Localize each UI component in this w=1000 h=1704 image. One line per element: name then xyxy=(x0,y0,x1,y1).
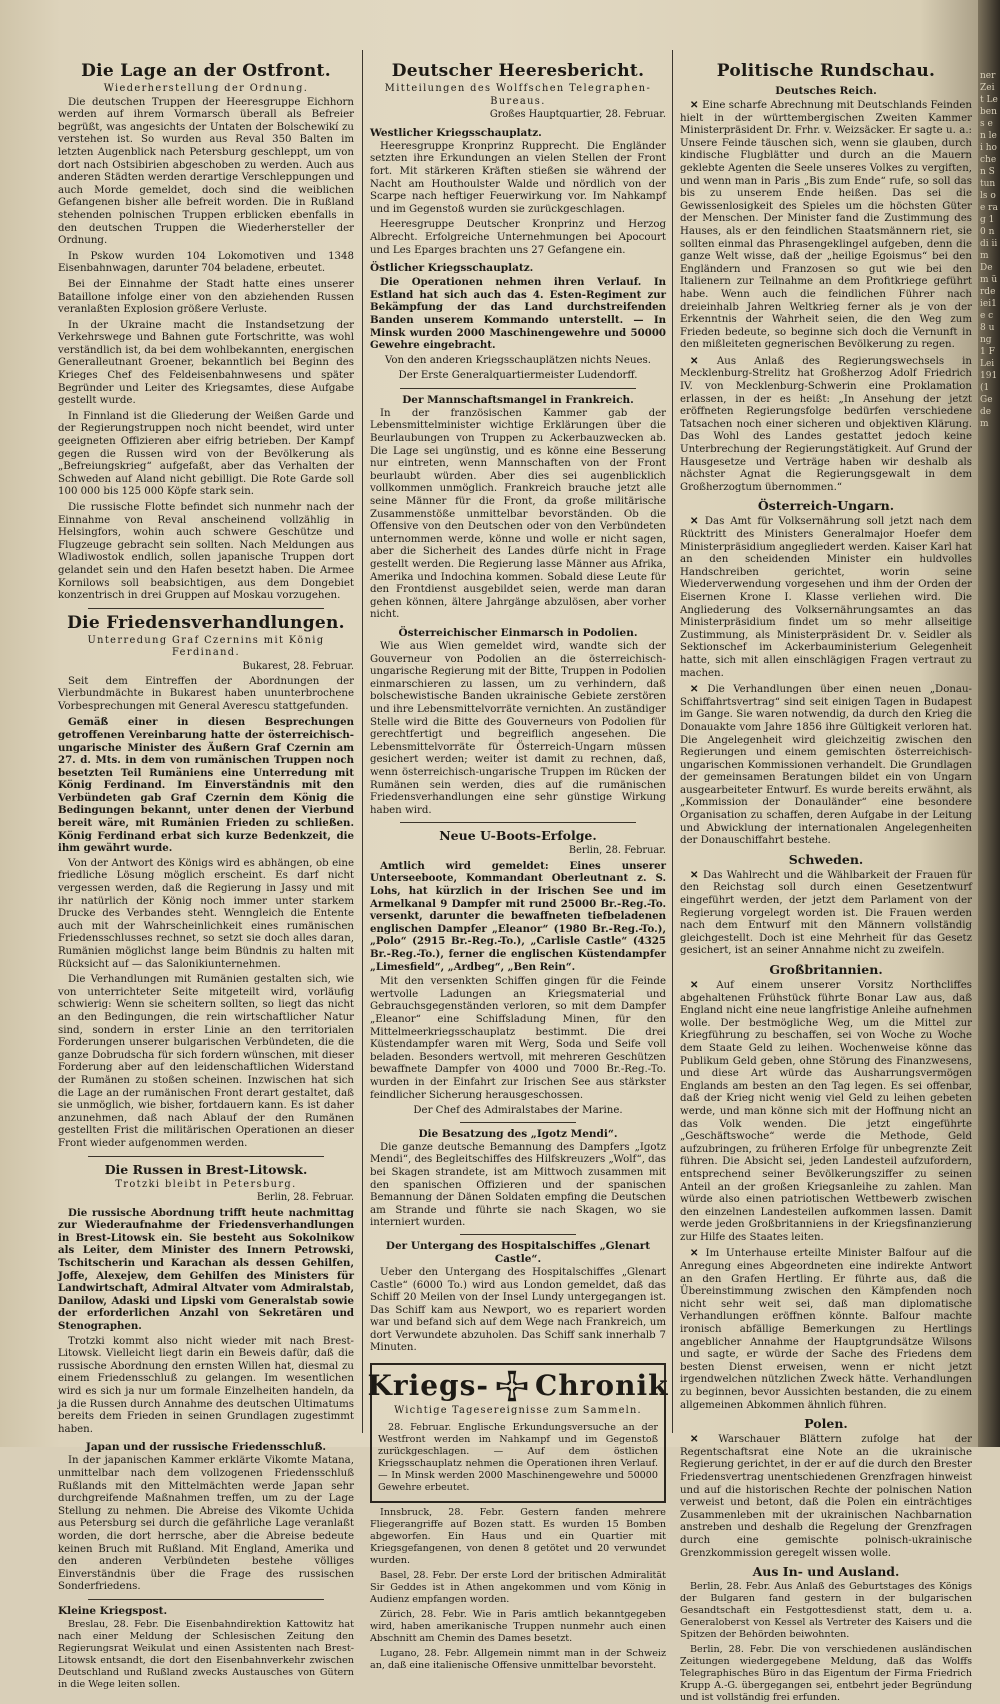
iron-cross-icon xyxy=(495,1369,529,1403)
reich-title: Deutsches Reich. xyxy=(775,85,877,97)
kriegs-chronik-box xyxy=(367,1363,669,1503)
ostfront-paragraph: Die russische Flotte befindet sich nunmehr nach der Einnahme von Reval anscheinend vollzählig in Helsingfors, wohin auch schwere Geschütze und Flugzeuge gebracht sein sollten. Nach Meldungen aus Wladiwostok endlich, sollen japanische Truppen dort gelandet sein und den Hafen besetzt haben. Die Armee Kornilows soll beabsichtigen, aus dem Dongebiet konzentrisch in drei Gruppen auf Moskau vorzugehen. xyxy=(58,502,354,602)
brest-title: Die Russen in Brest-Litowsk. xyxy=(104,1161,308,1177)
igotz-paragraph: Die ganze deutsche Bemannung des Dampfers „Igotz Mendi“, des Begleitschiffes des Hilfskreuzers „Wolf“, das bei Skagen strandete, ist am Mittwoch zusammen mit den spanischen Offizieren und der spanischen Bemannung der Dänen Soldaten empfing die Deutschen am Strande und führte sie nach Skagen, wo sie interniert wurden. xyxy=(370,1141,666,1229)
uboot-title: Neue U-Boots-Erfolge. xyxy=(439,828,597,844)
reich-paragraph: ✕ Eine scharfe Abrechnung mit Deutschlands Feinden hielt in der württembergischen Zweiten Kammer Ministerpräsident Dr. Frhr. v. Weizsäcker. Er sagte u. a.: Unsere Feinde täuschen sich, wenn sie glauben, durch kindische Flugblätter und durch an die Mauern geklebte Agenten die Seele unseres Volkes zu vergiften, und wenn man in Paris „Bis zum Ende“ rufe, so soll das bis zu unserem Ende heißen. Das sei die Gewissenlosigkeit des Spieles um die höchsten Güter der Menschen. Der Minister fand die Zustimmung des Hauses, als er den feindlichen Staatsmännern riet, sie sollten einmal das Phrasengeklingel aufgeben, denn die ganze Welt wisse, daß der „heilige Egoismus“ bei den Engländern und Franzosen so gut wie bei den Italienern zur Teilnahme an dem Profitkriege geführt habe. Wenn auch die feindlichen Führer nach dreieinhalb Jahren Weltkrieg ferner als je von der Erkenntnis der Wahrheit seien, die den Weg zum Frieden bedeute, so beginne sich doch die Vernunft in den mißleiteten gegnerischen Bevölkerung zu regen. xyxy=(680,99,972,352)
heeresbericht-signature: Der Erste Generalquartiermeister Ludendorff. xyxy=(398,370,638,382)
brest-paragraph: Die russische Abordnung trifft heute nachmittag zur Wiederaufnahme der Friedensverhandlungen in Brest-Litowsk ein. Sie besteht aus Sokolnikow als Leiter, dem Minister des Innern Petrowski, Tschitscherin und Karachan als dessen Gehilfen, Joffe, Alexejew, dem Gehilfen des Ministers für Landwirtschaft, Admiral Altvater vom Admiralstab, Danilow, Adaski und Lipski vom Generalstab sowie der erforderlichen Anzahl von Sekretären und Stenographen. xyxy=(58,1206,354,1333)
gb-paragraph: ✕ Im Unterhause erteilte Minister Balfour auf die Anregung eines Abgeordneten eine indirekte Antwort an den Grafen Hertling. Er führte aus, daß die Übereinstimmung zwischen den Kämpfenden noch nicht sehr weit sei, daß man diplomatische Verhandlungen eröffnen könnte. Balfour machte ironisch abfällige Bemerkungen zu Hertlings angeblicher Annahme der Hauptgrundsätze Wilsons und sagte, er würde der Sache des Friedens dem besten Dienst erweisen, wenn er nicht jetzt irgendwelchen nützlichen Zweck hätte. Verhandlungen zu beginnen, bevor Aussichten bestanden, die zu einem allgemeinen Abkommen ähnlich führen. xyxy=(680,1247,972,1412)
next-page-edge-text: ner Zeit Lebens en lei ho chen Stun ls oe rag 10 ndi iim Dem ürde iei1e c8 ung 1 F Lei 191 (1 Ge dem xyxy=(980,71,998,429)
japan-title: Japan und der russische Friedensschluß. xyxy=(85,1441,327,1454)
ost-title: Östlicher Kriegsschauplatz. xyxy=(370,262,534,275)
chronik-item: Lugano, 28. Febr. Allgemein nimmt man in der Schweiz an, daß eine italienische Offensive unmittelbar bevorsteht. xyxy=(370,1647,666,1671)
frieden-paragraph: Gemäß einer in diesen Besprechungen getroffenen Vereinbarung hatte der österreichisch-ungarische Minister des Äußern Graf Czernin am 27. d. Mts. in dem von rumänischen Truppen noch besetzten Teil Rumäniens eine Unterredung mit König Ferdinand. Im Einverständnis mit den Verbündeten gab Graf Czernin dem König die Bedingungen bekannt, unter denen der Vierbund bereit wäre, mit Rumänien Frieden zu schließen. König Ferdinand erbat sich kurze Bedenkzeit, die ihm gewährt wurde. xyxy=(58,716,354,855)
igotz-title: Die Besatzung des „Igotz Mendi“. xyxy=(418,1127,618,1140)
frieden-paragraph: Seit dem Eintreffen der Abordnungen der Vierbundmächte in Bukarest haben ununterbrochene Vorbesprechungen mit General Averescu stattgefunden. xyxy=(58,675,354,712)
ausland-paragraph: Berlin, 28. Febr. Die von verschiedenen ausländischen Zeitungen wiedergegebene Meldung, daß das Wolffs Telegraphisches Büro in das Eigentum der Firma Friedrich Krupp A.-G. übergegangen sei, entbehrt jeder Begründung und ist vollständig frei erfunden. xyxy=(680,1644,972,1704)
kleine-paragraph: Breslau, 28. Febr. Die Eisenbahndirektion Kattowitz hat nach einer Meldung der Schlesischen Zeitung den Regierungsrat Weikulat und einen Assistenten nach Brest-Litowsk entsandt, die dort den Eisenbahnverkehr zwischen Deutschland und Rußland zwecks Austausches von Gütern in die Wege leiten sollen. xyxy=(58,1618,354,1690)
frieden-paragraph: Von der Antwort des Königs wird es abhängen, ob eine friedliche Lösung möglich erscheint. Es darf nicht vergessen werden, daß die Regierung in Jassy und mit ihr natürlich der König noch immer unter starkem Drucke des Verbandes steht. Wenngleich die Entente auch mit der Wahrscheinlichkeit eines rumänischen Friedensschlusses rechnet, so setzt sie doch alles daran, Rumänien möglichst lange beim Bündnis zu halten mit Rücksicht auf — das Salonikiunternehmen. xyxy=(58,857,354,970)
chronik-item: Innsbruck, 28. Febr. Gestern fanden mehrere Fliegerangriffe auf Bozen statt. Es wurden 15 Bomben abgeworfen. Ein Haus und ein Quartier mit Kriegsgefangenen, von denen 8 getötet und 20 verwundet wurden. xyxy=(370,1506,666,1566)
divider xyxy=(88,608,324,609)
ostfront-subtitle: Wiederherstellung der Ordnung. xyxy=(103,83,309,94)
column-1 xyxy=(58,58,354,1690)
ostfront-paragraph: In Finnland ist die Gliederung der Weißen Garde und der Regierungstruppen noch nicht beendet, wird unter geeigneten Offizieren aber eifrig betrieben. Der Kampf gegen die Russen wird von der Bevölkerung als „Befreiungskrieg“ aufgefaßt, aber das Verhalten der Schweden auf Aland nicht gebilligt. Die Rote Garde soll 100 000 bis 125 000 Köpfe stark sein. xyxy=(58,410,354,498)
ost-paragraph: Von den anderen Kriegsschauplätzen nichts Neues. xyxy=(384,354,652,366)
west-paragraph: Heeresgruppe Deutscher Kronprinz und Herzog Albrecht. Erfolgreiche Unternehmungen bei Apocourt und Les Eparges brachten uns 27 Gefangene ein. xyxy=(370,219,666,256)
frieden-paragraph: Die Verhandlungen mit Rumänien gestalten sich, wie von unterrichteter Seite mitgeteilt wird, vorläufig schwierig: Wenn sie scheitern sollten, so liegt das nicht an den Bedingungen, die rein wirtschaftlicher Natur sind, sondern in erster Linie an den territorialen Forderungen unserer bulgarischen Verbündeten, die die ganze Dobrudscha für sich fordern wünschen, mit dieser Forderung aber auf den leidenschaftlichen Widerstand der Rumänen zu stoßen scheinen. Inzwischen hat sich die Lage an der rumänischen Front derart gestaltet, daß sie unmöglich, wie bisher, fortdauern kann. Es ist daher anzunehmen, daß nach Ablauf der den Rumänen gestellten Frist die militärischen Operationen an dieser Front wieder aufgenommen werden. xyxy=(58,974,354,1149)
uboot-paragraph: Amtlich wird gemeldet: Eines unserer Unterseeboote, Kommandant Oberleutnant z. S. Lohs, hat kürzlich in der Irischen See und im Armelkanal 9 Dampfer mit rund 25000 Br.-Reg.-To. versenkt, darunter die bewaffneten tiefbeladenen englischen Dampfer „Eleanor“ (1980 Br.-Reg.-To.), „Polo“ (2915 Br.-Reg.-To.), „Carlisle Castle“ (4325 Br.-Reg.-To.), ferner die englischen Küstendampfer „Limesfield“, „Ardbeg“, „Ben Rein“. xyxy=(370,859,666,973)
frieden-dateline: Bukarest, 28. Februar. xyxy=(242,660,354,672)
chronik-item: Zürich, 28. Febr. Wie in Paris amtlich bekanntgegeben wird, haben amerikanische Truppen nunmehr auch einen Abschnitt am Chemin des Dames besetzt. xyxy=(370,1608,666,1644)
uboot-signature: Der Chef des Admiralstabes der Marine. xyxy=(413,1105,623,1117)
kleine-title: Kleine Kriegspost. xyxy=(58,1604,168,1617)
ostfront-paragraph: In Pskow wurden 104 Lokomotiven und 1348 Eisenbahnwagen, darunter 704 beladene, erbeutet. xyxy=(58,250,354,275)
polen-paragraph: ✕ Warschauer Blättern zufolge hat der Regentschaftsrat eine Note an die ukrainische Regierung gerichtet, in der er auf die durch den Brester Friedensvertrag unentschiedenen Grenzfragen hinweist und auf die historischen Rechte der polnischen Nation verweist und betont, daß die Polen ein einträchtiges Zusammenleben mit der ukrainischen Nachbarnation anstreben und deshalb die Regelung der Grenzfragen durch eine gemischte polnisch-ukrainische Grenzkommission geregelt wissen wolle. xyxy=(680,1433,972,1560)
reich-paragraph: ✕ Aus Anlaß des Regierungswechsels in Mecklenburg-Strelitz hat Großherzog Adolf Friedrich IV. von Mecklenburg-Schwerin eine Proklamation erlassen, in der es heißt: „In Ansehung der jetzt eröffneten Regierungsfolge bedürfen verschiedene Tatsachen noch einer sicheren und objektiven Klärung. Das Wohl des Landes gestattet jedoch keine Unterbrechung der Regierungstätigkeit. Auf Grund der Hausgesetze und Verträge haben wir deshalb als nächster Agnat die Regierungsgewalt in dem Großherzogtum übernommen.“ xyxy=(680,355,972,495)
ausland-title: Aus In- und Ausland. xyxy=(752,1564,900,1580)
kriegs-chronik-header xyxy=(367,1369,669,1403)
divider xyxy=(400,388,636,389)
heeresbericht-hq: Großes Hauptquartier, 28. Februar. xyxy=(489,109,666,121)
schweden-paragraph: ✕ Das Wahlrecht und die Wählbarkeit der Frauen für den Reichstag soll durch einen Gesetzentwurf eingeführt werden, der jetzt dem Parlament von der Regierung vorgelegt worden ist. Die Frauen werden nach dem Entwurf mit den Männern vollständig gleichgestellt. Doch ist eine Mehrheit für das Gesetz gesichert, ist an seiner Annahme nicht zu zweifeln. xyxy=(680,869,972,958)
heeresbericht-subtitle: Mitteilungen des Wolffschen Telegraphen-Bureaus. xyxy=(384,83,652,107)
column-3 xyxy=(680,58,972,1704)
frieden-subtitle: Unterredung Graf Czernins mit König Ferdinand. xyxy=(87,634,325,659)
divider xyxy=(88,1599,324,1600)
divider xyxy=(400,822,636,823)
divider xyxy=(460,1122,576,1123)
brest-subtitle: Trotzki bleibt in Petersburg. xyxy=(115,1178,297,1190)
uboot-paragraph: Mit den versenkten Schiffen gingen für die Feinde wertvolle Ladungen an Kriegsmaterial und Gebrauchsgegenständen verloren, so mit dem Dampfer „Eleanor“ eine Schiffsladung Minen, für den Mittelmeerkriegsschauplatz bestimmt. Die drei Küstendampfer waren mit Werg, Soda und Seife voll beladen. Besonders wertvoll, mit mehreren Geschützen bewaffnete Dampfer von 4000 und 7000 Br.-Reg.-To. wurden in der Einfahrt zur Irischen See aus stärkster feindlicher Sicherung herausgeschossen. xyxy=(370,976,666,1101)
uboot-dateline: Berlin, 28. Februar. xyxy=(568,845,666,857)
chronik-item: Basel, 28. Febr. Der erste Lord der britischen Admiralität Sir Geddes ist in Athen angekommen und vom König in Audienz empfangen worden. xyxy=(370,1569,666,1605)
podolien-title: Österreichischer Einmarsch in Podolien. xyxy=(398,626,638,639)
schweden-title: Schweden. xyxy=(788,851,864,867)
chronik-subtitle: Wichtige Tagesereignisse zum Sammeln. xyxy=(394,1405,642,1417)
divider xyxy=(460,1234,576,1235)
ostfront-paragraph: Die deutschen Truppen der Heeresgruppe Eichhorn werden auf ihrem Vormarsch überall als Befreier begrüßt, was angesichts der Untaten der Bolschewikí zu verstehen ist. So wurden aus Reval 350 Balten im letzten Augenblick nach Petersburg geschleppt, um von dort nach Ostsibirien abgeschoben zu werden. Auch aus anderen Städten werden derartige Verschleppungen und auch Morde gemeldet, doch sind die weiblichen Gefangenen bisher alle befreit worden. Die in Rußland stehenden polnischen Truppen erblicken ebenfalls in den deutschen Truppen die Wiederhersteller der Ordnung. xyxy=(58,96,354,247)
chronik-title-right: Chronik xyxy=(535,1369,669,1403)
brest-dateline: Berlin, 28. Februar. xyxy=(256,1192,354,1204)
west-title: Westlicher Kriegsschauplatz. xyxy=(370,126,542,139)
ostfront-paragraph: In der Ukraine macht die Instandsetzung der Verkehrswege und Bahnen gute Fortschritte, was wohl verständlich ist, da bei dem wohlbekannten, energischen Generalleutnant Groener, bekanntlich bei Beginn des Krieges Chef des Feldeisenbahnwesens und später Begründer und Leiter des Kriegsamtes, diese Aufgabe gestellt wurde. xyxy=(58,319,354,407)
rundschau-title: Politische Rundschau. xyxy=(716,61,936,81)
chronik-intro: 28. Februar. Englische Erkundungsversuche an der Westfront werden im Nahkampf und im Gegenstoß zurückgeschlagen. — Auf dem östlichen Kriegsschauplatz nehmen die Operationen ihren Verlauf. — In Minsk werden 2000 Maschinengewehre und 50000 Gewehre erbeutet. xyxy=(378,1421,658,1493)
oesterreich-paragraph: ✕ Das Amt für Volksernährung soll jetzt nach dem Rücktritt des Ministers Generalmajor Hoefer dem Ministerpräsidium angegliedert werden. Kaiser Karl hat an den scheidenden Minister ein huldvolles Handschreiben gerichtet, worin seine Wiederverwendung vorgesehen und ihm der Orden der Eisernen Krone I. Klasse verliehen wird. Die Angliederung des Volksernährungsamtes an das Ministerpräsidium findet um so mehr allseitige Zustimmung, als Ministerpräsident Dr. v. Seidler als Sektionschef im Ackerbauministerium Gelegenheit hatte, sich mit allen einschlägigen Fragen vertraut zu machen. xyxy=(680,515,972,680)
ausland-paragraph: Berlin, 28. Febr. Aus Anlaß des Geburtstages des Königs der Bulgaren fand gestern in der bulgarischen Gesandtschaft ein Festgottesdienst statt, dem u. a. Generaloberst von Kessel als Vertreter des Kaisers und die Spitzen der Behörden beiwohnten. xyxy=(680,1581,972,1641)
next-page-edge xyxy=(978,0,1000,1447)
mannschaft-title: Der Mannschaftsmangel in Frankreich. xyxy=(402,393,634,406)
brest-paragraph: Trotzki kommt also nicht wieder mit nach Brest-Litowsk. Vielleicht liegt darin ein Beweis dafür, daß die russische Abordnung den ernsten Willen hat, diesmal zu einem Friedensschluß zu gelangen. Im wesentlichen wird es sich ja nur um formale Einzelheiten handeln, da ja die Russen durch Annahme des deutschen Ultimatums bereits dem Frieden in seinen Grundlagen zugestimmt haben. xyxy=(58,1335,354,1435)
ost-paragraph: Die Operationen nehmen ihren Verlauf. In Estland hat sich auch das 4. Esten-Regiment zur Bekämpfung der das Land durchstreifenden Banden unserem Kommando unterstellt. — In Minsk wurden 2000 Maschinengewehre und 50000 Gewehre eingebracht. xyxy=(370,276,666,352)
gb-paragraph: ✕ Auf einem unserer Vorsitz Northcliffes abgehaltenen Frühstück führte Bonar Law aus, daß England nicht eine neue langfristige Anleihe aufnehmen wolle. Der bestmögliche Weg, um die Mittel zur Kriegführung zu beschaffen, sei von Woche zu Woche dem Staate Geld zu leihen. Wochenweise könne das Publikum Geld geben, ohne Störung des Finanzwesens, und diese Art würde das Ausharrungsvermögen Englands am besten an den Tag legen. Es sei offenbar, daß der Krieg nicht wenig viel Geld zu leihen gebeten werde, und man könne sich mit der Hoffnung nicht an das Volk wenden. Die jetzt eingeführte „Geschäftswoche“ werde die Methode, Geld aufzubringen, zu früheren Erfolge für unbegrenzte Zeit führen. Die Absicht sei, jeden Landesteil aufzufordern, entsprechend seiner Bevölkerungsziffer zu seinen Anteil an der großen Kriegsanleihe zu zahlen. Man würde also einen patriotischen Wettbewerb zwischen den einzelnen Landesteilen aufkommen lassen. Damit werde jeden Großbritanniens in der Kriegsfinanzierung zur Hilfe des Staates leiten. xyxy=(680,979,972,1244)
column-rule-2 xyxy=(672,50,673,1433)
heeresbericht-title: Deutscher Heeresbericht. xyxy=(391,61,645,81)
divider xyxy=(88,1156,324,1157)
frieden-title: Die Friedensverhandlungen. xyxy=(67,612,345,633)
column-rule-1 xyxy=(362,50,363,1433)
oesterreich-title: Österreich-Ungarn. xyxy=(757,498,895,514)
podolien-paragraph: Wie aus Wien gemeldet wird, wandte sich der Gouverneur von Podolien an die österreichisch-ungarische Regierung mit der Bitte, Truppen in Podolien einmarschieren zu lassen, um zu verhindern, daß bolschewistische Banden ukrainische Gebiete zerstören und ihre Lebensmittelvorräte vernichten. An zuständiger Stelle wird die Bitte des Gouverneurs von Podolien für gerechtfertigt und begreiflich angesehen. Die Lebensmittelvorräte für Österreich-Ungarn müssen gesichert werden; weiter ist damit zu rechnen, daß, wenn österreichisch-ungarische Truppen im Rücken der Rumänen sein werden, dies auf die rumänischen Friedensverhandlungen eine sehr günstige Wirkung haben wird. xyxy=(370,640,666,816)
mannschaft-paragraph: In der französischen Kammer gab der Lebensmittelminister wichtige Erklärungen über die Beurlaubungen von Truppen zu Ackerbauzwecken ab. Die Lage sei ungünstig, und es könne eine Besserung nur eintreten, wenn Mannschaften von der Front beurlaubt würden. Aber dies sei augenblicklich vollkommen unmöglich. Frankreich brauche jetzt alle seine Männer für die Front, da große militärische Zusammenstöße unmittelbar bevorständen. Ob die Offensive von den Deutschen oder von den Verbündeten unternommen werde, könne und wolle er nicht sagen, aber die Sicherheit des Landes dürfe nicht in Frage gestellt werden. Die Regierung lasse Männer aus Afrika, Amerika und Indochina kommen. Sobald diese Leute für den Frontdienst ausgebildet seien, werde man daran gehen können, ältere Jahrgänge abzulösen, aber vorher nicht. xyxy=(370,407,666,621)
polen-title: Polen. xyxy=(804,1416,848,1432)
column-2 xyxy=(367,58,669,1671)
chronik-title-left: Kriegs- xyxy=(367,1369,490,1403)
japan-paragraph: In der japanischen Kammer erklärte Vikomte Matana, unmittelbar nach dem vollzogenen Friedensschluß Rußlands mit den Mittelmächten werde Japan sehr durchgreifende Maßnahmen treffen, um zu der Lage Stellung zu nehmen. Die Abreise des Vikomte Uchida aus Petersburg sei durch die gefährliche Lage veranlaßt worden, die dort herrsche, aber die Abreise bedeute keinen Bruch mit Rußland. Mit England, Amerika und den anderen Verbündeten bestehe völliges Einverständnis über die Frage des russischen Sonderfriedens. xyxy=(58,1455,354,1593)
ostfront-paragraph: Bei der Einnahme der Stadt hatte eines unserer Bataillone infolge einer von den abziehenden Russen veranlaßten Explosion größere Verluste. xyxy=(58,278,354,316)
west-paragraph: Heeresgruppe Kronprinz Rupprecht. Die Engländer setzten ihre Erkundungen an vielen Stellen der Front fort. Mit stärkeren Kräften stießen sie während der Nacht am Houthoulster Walde und nördlich von der Scarpe nach heftiger Feuerwirkung vor. Im Nahkampf und im Gegenstoß wurden sie zurückgeschlagen. xyxy=(370,140,666,215)
hospital-title: Der Untergang des Hospitalschiffes „Glenart Castle“. xyxy=(385,1239,651,1265)
ostfront-title: Die Lage an der Ostfront. xyxy=(81,61,331,81)
hospital-paragraph: Ueber den Untergang des Hospitalschiffes „Glenart Castle“ (6000 To.) wird aus London gemeldet, daß das Schiff 20 Meilen von der Insel Lundy untergegangen ist. Das Schiff kam aus Newport, wo es repariert worden war und befand sich auf dem Wege nach Frankreich, um dort Verwundete abzuholen. Das Schiff sank innerhalb 7 Minuten. xyxy=(370,1266,666,1354)
oesterreich-paragraph: ✕ Die Verhandlungen über einen neuen „Donau-Schiffahrtsvertrag“ sind seit einigen Tagen in Budapest im Gange. Sie waren notwendig, da durch den Krieg die Donauakte vom Jahre 1856 ihre Gültigkeit verloren hat. Die Angelegenheit wird gleichzeitig zwischen den Regierungen und einem gemischten österreichisch-ungarischen Kommissionen verhandelt. Die Grundlagen der gemeinsamen Beratungen bildet ein von Ungarn ausgearbeiteter Entwurf. Es wurde bereits erwähnt, als „Kommission der Donauländer“ eine besondere Organisation zu schaffen, deren Aufgabe in der Leitung und Abwicklung der internationalen Angelegenheiten der Donauschiffahrt bestehe. xyxy=(680,683,972,848)
gb-title: Großbritannien. xyxy=(769,962,883,977)
